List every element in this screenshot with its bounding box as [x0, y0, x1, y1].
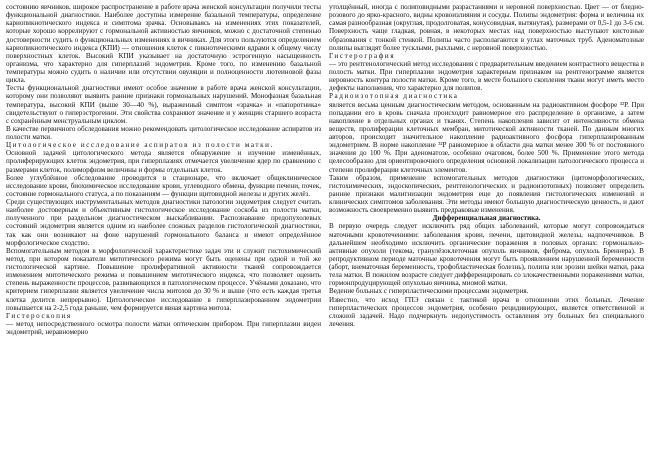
left-column-paragraph: Цитологическое исследование аспиратов из полости матки.: [6, 141, 274, 150]
right-column-paragraph: В первую очередь следует исключить ряд общих заболеваний, которые могут сопровождаться маточными кровотечениями: заболевания крови, печени, щитовидной железы, надпочечников. В дальнейшем необходимо исключить органические поражения в половых органах: гормонально-активные опухоли (текома, гранулёзоклеточная опухоль яичников, фиброма, опухоль Бреннера). В репродуктивном периоде маточные кровотечения могут быть проявлением нарушенной беременности (аборт, внематочная беременность, трофобластическая болезнь), полипа или эрозии шейки матки, рака тела матки. В пожилом возрасте следует дифференцировать со злокачественными поражениями матки, гормонпродуцирующей опухолью яичника, миомой матки.: [329, 222, 644, 288]
left-column-paragraph: Основной задачей цитологического метода является обнаружение и изучение изменённых, пролиферирующих клеток эндометрия, при гиперплазиях отмечается увеличение ядер по сравнению с размерами клеток, полиморфизм величины и формы отдельных клеток.: [6, 149, 321, 174]
left-column-paragraph: Гистероскопия: [6, 311, 72, 320]
left-column-paragraph: В качестве первичного обследования можно рекомендовать цитологическое исследование аспиратов из полости матки.: [6, 124, 321, 141]
right-column-paragraph: является весьма ценным диагностическим методом, основанным на радиоактивном фосфоре ³²Р. При попадании его в кровь сначала происходит равномерное его распределение в организме, а затем накопление в отдельных органах и тканях. Степень накопления зависит от интенсивности обмена веществ, пролиферации клеточных мембран, митотической активности тканей. По данным многих авторов, происходит значительное накопление радиоактивного фосфора гиперплазированным эндометрием. В норме накопление ³²Р равномерное в области дна матки менее 300 % от постоянного значения до 100 %. При аденоматозе, особенно очаговом, более 500 %. Применение этого метода целесообразно для ориентировочного определения основной локализации патологического процесса и степени пролиферации клеточных элементов.: [329, 100, 644, 174]
right-column-paragraph: Дифференциальная диагностика.: [432, 214, 541, 223]
right-text-column: [329, 3, 644, 457]
left-column-paragraph: Вспомогательным методом в морфологической характеристике задач эти и служит гистохимический метод, при котором показатели митотического режима могут быть оценены при одной и той же гистологической картине. Повышение пролиферативной активности тканей сопровождается изменением митотического режима и повышением митотического индекса, что позволяет оценить степень выраженности процессов, развивающихся в патологическом процессе. Учёными доказано, что критерием гиперплазии является увеличение числа митозов до 30 % и выше (что есть каждая третья клетка делится непрерывно). Цитологическое исследование в гиперплазированном эндометрии повышается на 2-2,5 года раньше, чем формируется явная картина митоза.: [6, 246, 321, 312]
left-column-paragraph: Среди существующих инструментальных методов диагностики патологии эндометрия следует считать наиболее достоверным и объективным гистологическое исследование соскоба из полости матки, полученного при раздельном диагностическом выскабливании. Распознавание предопухолевых состояний эндометрия является одним из наиболее сложных разделов гистологической диагностики, так как они возникают на фоне нарушений гормонального баланса и имеют определённое морфологическое сходство.: [6, 198, 321, 247]
right-column-paragraph: Известно, что исход ГПЭ связан с тактикой врача в отношении этих больных. Лечение гиперпластических процессов эндометрия, особенно рецидивирующих, является ответственной и сложной задачей. Надо подчеркнуть недопустимость оставления эту больных без специального лечения.: [329, 295, 644, 328]
left-column-paragraph: Тесты функциональной диагностики имеют особое значение в работе врача женской консультации, которому они позволяют выявить ранние признаки гормональных нарушений. Монофазная базальная температура, высокий КПИ (выше 30—40 %), выраженный симптом «зрачка» и «папоротника» свидетельствуют о гиперэстрогении. Эти свойства сохраняют значение и у женщин старшего возраста с сохранённым менструальным циклом.: [6, 84, 321, 125]
left-text-column: [6, 3, 321, 457]
right-column-paragraph: Гистерография: [329, 51, 396, 60]
left-column-paragraph: Более углублённое обследование проводится в стационаре, что включает общеклиническое исследование крови, биохимическое исследование крови, углеводного обмена, функции печени, почек, состояние гормонального статуса, а по показаниям — функции щитовидной железы и других желёз.: [6, 173, 321, 198]
right-column-paragraph: Таким образом, применение вспомогательных методов диагностики (цитоморфологических, гистохимических, эндоскопических, рентгенологических и радиоизотопных) позволяет определить ранние признаки малигнизации эндометрия еще до появления гистологических изменений и клинических симптомов заболевания. Эти методы имеют большую диагностическую ценность, и дают возможность своевременно выявить предраковые изменения.: [329, 173, 644, 215]
right-column-paragraph: — это рентгенологический метод исследования с предварительным введением контрастного вещества в полость матки. При гиперплазии эндометрия характерным признаком на рентгенограмме является неровность контура полости матки. Кроме того, в месте большого скопления ткани могут иметь место дефекты наполнения, что характерно для полипов.: [329, 59, 644, 93]
left-column-paragraph: — метод непосредственного осмотра полости матки оптическим прибором. При гиперплазии виден эндометрий, неравномерно: [6, 319, 321, 336]
right-column-paragraph: Ведение больных с гиперпластическими процессами эндометрия.: [329, 287, 529, 296]
right-column-paragraph: утолщённый, иногда с полиповидными разрастаниями и неровной поверхностью. Цвет — от бледно-розового до ярко-красного, видны кровоизлияния и сосуды. Полипы эндометрия: форма и величина их самая разнообразная (округлая, продолговатая, конусовидная, вытянутая), размерами от 0,5-1 до 3-6 см. Поверхность чаще гладкая, ровная, в некоторых местах над поверхностью выступают кистозные образования с тонкой стенкой. Полипы часто располагаются в углах маточных труб. Аденоматозные полипы выглядят более тусклыми, рыхлыми, с неровной поверхностью.: [329, 3, 644, 52]
left-column-paragraph: состоянию яичников, широкое распространение в работе врача женской консультации получили тесты функциональной диагностики. Наиболее доступны измерение базальной температуры, определение кариопикнотического индекса и симптома зрачка. Основываясь на изменениях этих показателей, которые хорошо коррелируют с гормональной активностью яичников, можно с достаточной степенью достоверности судить о функциональных изменениях в яичниках. Для этого пользуются определением кариопикнотического индекса (КПИ) — отношения клеток с пикнотическими ядрами к общему числу поверхностных клеток. Высокий КПИ указывает на достаточную эстрогенную насыщенность организма, что характерно для гиперплазий эндометрия. Кроме того, по изменению базальной температуры можно судить о наличии или отсутствии овуляции и полноценности лютеиновой фазы цикла.: [6, 3, 321, 85]
right-column-paragraph: Радиоизотопная диагностика: [329, 92, 459, 101]
